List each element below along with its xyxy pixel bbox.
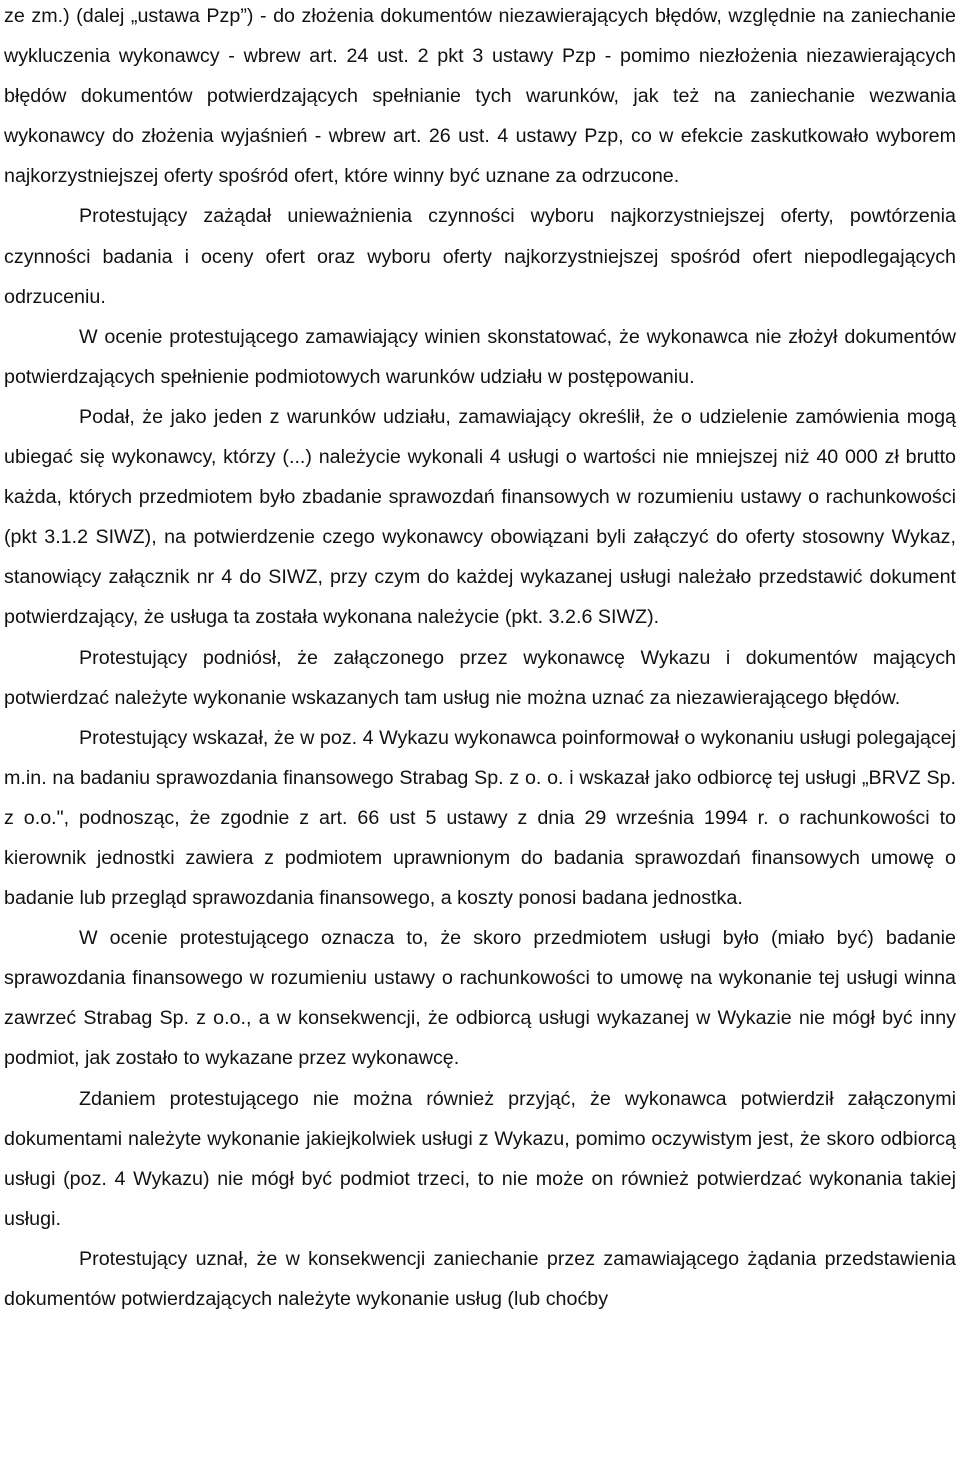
paragraph-7: W ocenie protestującego oznacza to, że skoro przedmiotem usługi było (miało być) badanie sprawozdania finansowego w rozumieniu ustawy o rachunkowości to umowę na wykonanie tej usługi winna zawrzeć Strabag Sp. z o.o., a w konsekwencji, że odbiorcą usługi wykazanej w Wykazie nie mógł być inny podmiot, jak zostało to wykazane przez wykonawcę. — [4, 927, 956, 1070]
paragraph-6: Protestujący wskazał, że w poz. 4 Wykazu wykonawca poinformował o wykonaniu usługi polegającej m.in. na badaniu sprawozdania finansowego Strabag Sp. z o. o. i wskazał jako odbiorcę tej usługi „BRVZ Sp. z o.o.", podnosząc, że zgodnie z art. 66 ust 5 ustawy z dnia 29 września 1994 r. o rachunkowości to kierownik jednostki zawiera z podmiotem uprawnionym do badania sprawozdań finansowych umowę o badanie lub przegląd sprawozdania finansowego, a koszty ponosi badana jednostka. — [4, 726, 956, 910]
paragraph-4: Podał, że jako jeden z warunków udziału, zamawiający określił, że o udzielenie zamówienia mogą ubiegać się wykonawcy, którzy (...) należycie wykonali 4 usługi o wartości nie mniejszej niż 40 000 zł brutto każda, których przedmiotem było zbadanie sprawozdań finansowych w rozumieniu ustawy o rachunkowości (pkt 3.1.2 SIWZ), na potwierdzenie czego wykonawcy obowiązani byli załączyć do oferty stosowny Wykaz, stanowiący załącznik nr 4 do SIWZ, przy czym do każdej wykazanej usługi należało przedstawić dokument potwierdzający, że usługa ta została wykonana należycie (pkt. 3.2.6 SIWZ). — [4, 405, 956, 629]
paragraph-5: Protestujący podniósł, że załączonego przez wykonawcę Wykazu i dokumentów mających potwierdzać należyte wykonanie wskazanych tam usług nie można uznać za niezawierającego błędów. — [4, 646, 956, 709]
paragraph-9: Protestujący uznał, że w konsekwencji zaniechanie przez zamawiającego żądania przedstawienia dokumentów potwierdzających należyte wykonanie usług (lub choćby — [4, 1247, 956, 1310]
paragraph-3: W ocenie protestującego zamawiający winien skonstatować, że wykonawca nie złożył dokumentów potwierdzających spełnienie podmiotowych warunków udziału w postępowaniu. — [4, 325, 956, 388]
paragraph-2: Protestujący zażądał unieważnienia czynności wyboru najkorzystniejszej oferty, powtórzenia czynności badania i oceny ofert oraz wyboru oferty najkorzystniejszej spośród ofert niepodlegających odrzuceniu. — [4, 205, 956, 308]
paragraph-8: Zdaniem protestującego nie można również przyjąć, że wykonawca potwierdził załączonymi dokumentami należyte wykonanie jakiejkolwiek usługi z Wykazu, pomimo oczywistym jest, że skoro odbiorcą usługi (poz. 4 Wykazu) nie mógł być podmiot trzeci, to nie może on również potwierdzać wykonania takiej usługi. — [4, 1087, 956, 1230]
document-body — [4, 0, 956, 1319]
paragraph-1: ze zm.) (dalej „ustawa Pzp”) - do złożenia dokumentów niezawierających błędów, względnie na zaniechanie wykluczenia wykonawcy - wbrew art. 24 ust. 2 pkt 3 ustawy Pzp - pomimo niezłożenia niezawierających błędów dokumentów potwierdzających spełnianie tych warunków, jak też na zaniechanie wezwania wykonawcy do złożenia wyjaśnień - wbrew art. 26 ust. 4 ustawy Pzp, co w efekcie zaskutkowało wyborem najkorzystniejszej oferty spośród ofert, które winny być uznane za odrzucone. — [4, 5, 956, 188]
